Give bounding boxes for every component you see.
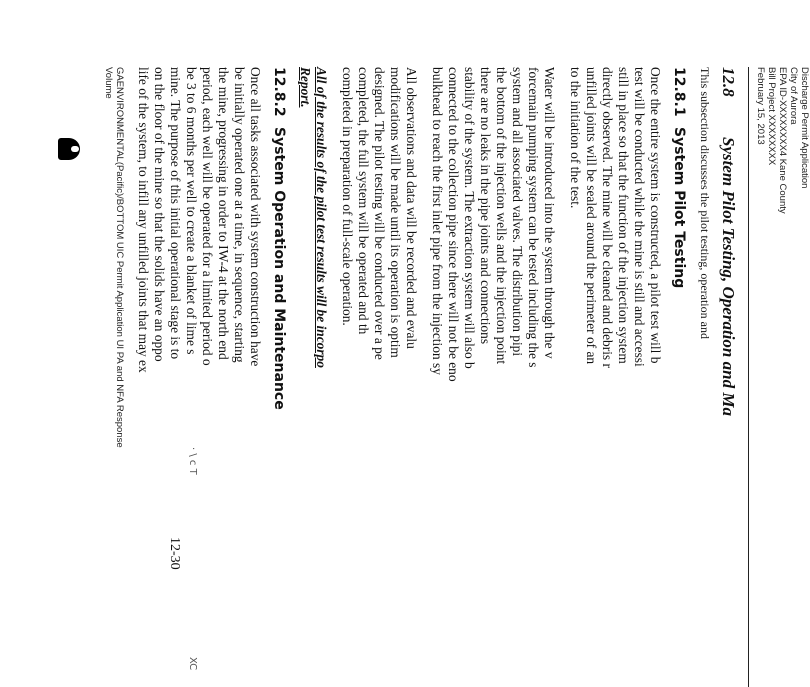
pilot-results-note xyxy=(297,67,329,627)
header-line: City of Aurora xyxy=(788,67,799,125)
text-line: system and all associated valves. The distribution pipi xyxy=(510,67,525,357)
section-number: 12.8 xyxy=(719,67,738,97)
paragraph xyxy=(567,67,663,627)
text-line: mine. The purpose of this initial operational stage is to xyxy=(168,67,183,360)
paragraph xyxy=(429,67,557,627)
text-line: designed. The pilot testing will be conducted over a pe xyxy=(372,67,387,360)
footer-text: Volume xyxy=(103,67,114,99)
subsection-title: System Pilot Testing xyxy=(671,127,687,289)
text-line: the bottom of the injection wells and the injection point xyxy=(494,67,509,365)
paragraph xyxy=(339,67,419,627)
text-line: Report. xyxy=(298,67,313,108)
text-line: Once the entire system is constructed, a pilot test will b xyxy=(648,67,663,364)
rotated-page-content xyxy=(103,67,810,671)
subsection-heading xyxy=(271,67,287,627)
text-line: period, each well will be operated for a limited period o xyxy=(200,67,215,366)
text-line: there are no leaks in the pipe joints and connections xyxy=(478,67,493,345)
text-line: connected to the collection pipe since there will not be eno xyxy=(446,67,461,382)
section-title: System Pilot Testing, Operation and Ma xyxy=(719,137,738,416)
subsection-heading xyxy=(671,67,687,627)
subsection-number: 12.8.1 xyxy=(671,67,687,117)
text-line: completed, the full system will be operated and th xyxy=(356,67,371,335)
margin-mark: XC xyxy=(187,657,198,671)
binder-hole-highlight xyxy=(71,146,79,152)
text-line: stability of the system. The extraction system will also b xyxy=(462,67,477,369)
text-line: still in place so that the function of the injection system xyxy=(616,67,631,364)
footer-text: GAENVIRONMENTAL(Pacific)/BOTTOM UIC Permit Application UI PA and NFA Response xyxy=(114,67,125,448)
text-line: be 3 to 6 months per well to create a blanket of lime s xyxy=(184,67,199,355)
document-footer xyxy=(103,67,125,627)
text-line: on the floor of the mine so that the solids have an oppo xyxy=(152,67,167,362)
text-line: Water will be introduced into the system through the v xyxy=(542,67,557,359)
header-line: February 15, 2013 xyxy=(755,67,766,145)
text-line: modifications will be made until its operation is optim xyxy=(388,67,403,358)
header-line: EPA ID-XXXXXXXX4 Kane County xyxy=(777,67,788,214)
subsection-number: 12.8.2 xyxy=(271,67,287,117)
header-line: Discharge Permit Application xyxy=(799,67,810,189)
paragraph xyxy=(135,67,263,627)
text-line: life of the system, to infill any unfilled joints that may ex xyxy=(136,67,151,373)
text-line: All observations and data will be recorded and evalu xyxy=(404,67,419,349)
text-line: Once all tasks associated with system construction have xyxy=(248,67,263,367)
text-line: directly observed. The mine will be cleaned and debris r xyxy=(600,67,615,368)
header-line: Bill Project XXXXXXXX xyxy=(766,67,777,166)
text-line: test will be conducted while the mine is still and accessi xyxy=(632,67,647,367)
text-line: forcemain pumping system can be tested including the s xyxy=(526,67,541,368)
margin-mark: · \ c T xyxy=(187,447,198,475)
section-heading xyxy=(718,67,738,627)
text-line: All of the results of the pilot test results will be incorpo xyxy=(314,67,329,368)
document-header xyxy=(755,67,810,627)
text-line: the mine, progressing in order to IW-4 at the north end xyxy=(216,67,231,360)
section-intro: This subsection discusses the pilot testing, operation and xyxy=(698,67,712,339)
header-divider xyxy=(748,67,749,687)
page-number: 12-30 xyxy=(167,537,182,570)
text-line: completed in preparation of full-scale operation. xyxy=(340,67,355,326)
text-line: bulkhead to reach the first inlet pipe from the injection sy xyxy=(430,67,445,375)
subsection-title: System Operation and Maintenance xyxy=(271,127,287,410)
text-line: to the initiation of the test. xyxy=(568,67,583,209)
text-line: be initially operated one at a time, in sequence, starting xyxy=(232,67,247,363)
text-line: unfilled joints will be sealed around the perimeter of an xyxy=(584,67,599,365)
